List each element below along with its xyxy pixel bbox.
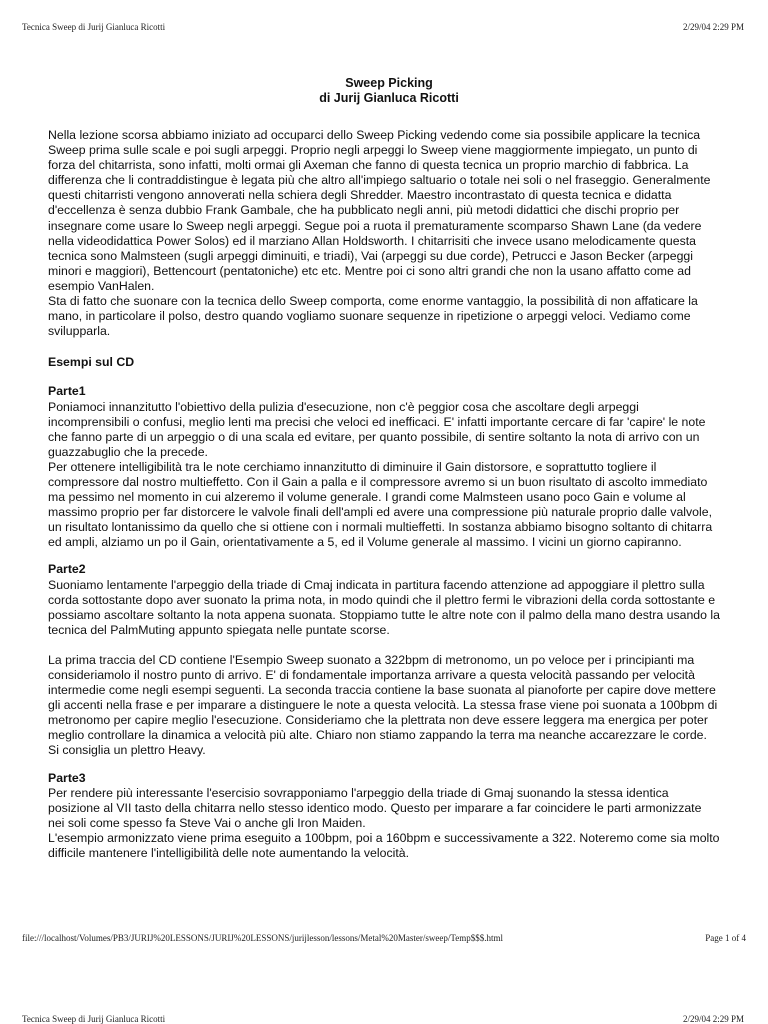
parte2-paragraph-2: La prima traccia del CD contiene l'Esempio Sweep suonato a 322bpm di metronomo, un po veloce per i principianti ma consideriamolo il nostro punto di arrivo. E' di fondamentale importanza arrivare a questa velocità passando per velocità intermedie come negli esempi seguenti. La seconda traccia contiene la base suonata al pianoforte per capire dove mettere gli accenti nella frase e per imparare a distinguere le note a questa velocità. La stessa frase viene poi suonata a 100bpm di metronomo per capire meglio l'esecuzione. Consideriamo che la plettrata non deve essere leggera ma energica per poter meglio controllare la dinamica a velocità più alte. Chiaro non stiamo zappando la terra ma neanche accarezzare le corde. Si consiglia un plettro Heavy. bbox=[48, 652, 718, 758]
parte2-heading: Parte2 bbox=[48, 562, 86, 577]
print-footer-page-number: Page 1 of 4 bbox=[705, 933, 746, 943]
parte2-paragraph-1: Suoniamo lentamente l'arpeggio della triade di Cmaj indicata in partitura facendo attenzione ad appoggiare il plettro sulla corda sottostante dopo aver suonato la prima nota, in modo quindi che il plettro fermi le vibrazioni della corda sottostante e possiamo ascoltare soltanto la nota appena suonata. Stoppiamo tutte le altre note con il palmo della mano destra usando la tecnica del PalmMuting appunto spiegata nelle puntate scorse. bbox=[48, 577, 720, 637]
parte3-paragraph-1: Per rendere più interessante l'esercisio sovrapponiamo l'arpeggio della triade di Gmaj suonando la stessa identica posizione al VII tasto della chitarra nello stesso identico modo. Questo per imparare a far coincidere le parti armonizzate nei soli come spesso fa Steve Vai o anche gli Iron Maiden. bbox=[48, 785, 702, 830]
article-header bbox=[58, 76, 720, 106]
article bbox=[48, 76, 720, 861]
intro-paragraph-1: Nella lezione scorsa abbiamo iniziato ad occuparci dello Sweep Picking vedendo come sia possibile applicare la tecnica Sweep prima sulle scale e poi sugli arpeggi. Proprio negli arpeggi lo Sweep viene maggiormente impiegato, un punto di forza del chitarrista, sono infatti, molti ormai gli Axeman che fanno di questa tecnica un proprio marchio di fabbrica. La differenza che li contraddistingue è legata più che altro all'impiego saltuario o totale nei soli o nel fraseggio. Generalmente questi chitarristi vengono annoverati nella schiera degli Shredder. Maestro incontrastato di questa tecnica e didatta d'eccellenza è senza dubbio Frank Gambale, che ha pubblicato negli anni, più metodi didattici che dischi proprio per insegnare come usare lo Sweep negli arpeggi. Segue poi a ruota il prematuramente scomparso Shawn Lane (da vedere nella videodidattica Power Solos) ed il marziano Allan Holdsworth. I chitarrisiti che invece usano melodicamente questa tecnica sono Malmsteen (sugli arpeggi diminuiti, e triadi), Vai (arpeggi su due corde), Petrucci e Jason Becker (arpeggi minori e maggiori), Bettencourt (pentatoniche) etc etc. Mentre poi ci sono altri grandi che non la usano affatto come ad esempio VanHalen. bbox=[48, 128, 711, 293]
print-header-title: Tecnica Sweep di Jurij Gianluca Ricotti bbox=[22, 22, 166, 32]
article-byline: di Jurij Gianluca Ricotti bbox=[319, 91, 459, 105]
parte3-paragraph-2: L'esempio armonizzato viene prima eseguito a 100bpm, poi a 160bpm e successivamente a 322. Noteremo come sia molto difficile mantenere l'intelligibilità delle note aumentando la velocità. bbox=[48, 830, 720, 861]
parte3-heading: Parte3 bbox=[48, 770, 86, 785]
next-page-header-datetime: 2/29/04 2:29 PM bbox=[682, 1014, 744, 1024]
parte1-paragraph-2: Per ottenere intelligibilità tra le note cerchiamo innanzitutto di diminuire il Gain distorsore, e soprattutto togliere il compressore dal nostro multieffetto. Con il Gain a palla e il compressore avremo si un buon risultato di ascolto immediato ma pessimo nel momento in cui alzeremo il volume generale. I grandi come Malmsteen usano poco Gain e volume al massimo proprio per far distorcere le valvole finali dell'ampli ed avere una compressione più naturale proprio dalle valvole, un risultato lontanissimo da quello che si ottiene con i normali multieffetti. In sostanza abbiamo bisogno soltanto di chitarra ed ampli, alziamo un po il Gain, orientativamente a 5, ed il Volume generale al massimo. I vicini un giorno capiranno. bbox=[48, 459, 713, 550]
parte1-paragraph-1: Poniamoci innanzitutto l'obiettivo della pulizia d'esecuzione, non c'è peggior cosa che ascoltare degli arpeggi incomprensibili o confusi, meglio lenti ma precisi che veloci ed inefficaci. E' infatti importante cercare di far 'capire' le note che fanno parte di un arpeggio o di una scala ed evitare, per quanto possibile, di sentire soltanto la nota di arrivo con un guazzabuglio che la precede. bbox=[48, 399, 706, 459]
intro-paragraph-2: Sta di fatto che suonare con la tecnica dello Sweep comporta, come enorme vantaggio, la possibilità di non affaticare la mano, in particolare il polso, destro quando vogliamo suonare sequenze in ripetizione o arpeggi veloci. Vediamo come svilupparla. bbox=[48, 294, 698, 339]
print-header-datetime: 2/29/04 2:29 PM bbox=[682, 22, 744, 32]
parte1-heading: Parte1 bbox=[48, 384, 86, 399]
next-page-header-title: Tecnica Sweep di Jurij Gianluca Ricotti bbox=[22, 1014, 166, 1024]
print-footer-url: file:///localhost/Volumes/PB3/JURIJ%20LESSONS/JURIJ%20LESSONS/jurijlesson/lessons/Metal%20Master/sweep/Temp$$$.html bbox=[22, 933, 503, 943]
section-heading: Esempi sul CD bbox=[48, 355, 135, 370]
article-title: Sweep Picking bbox=[345, 76, 433, 90]
